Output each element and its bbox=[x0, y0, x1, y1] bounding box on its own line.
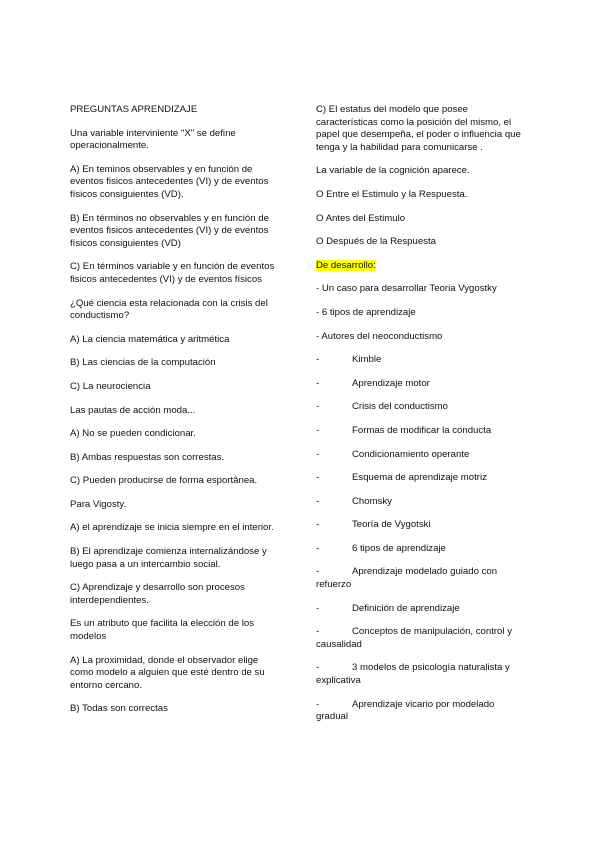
topic-item bbox=[316, 425, 528, 438]
section-heading bbox=[316, 260, 528, 273]
question-5: Es un atributo que facilita la elección de los modelos bbox=[70, 618, 254, 643]
topic-label: Aprendizaje motor bbox=[352, 377, 430, 389]
dash-marker: - bbox=[316, 495, 320, 507]
question-5-option-b: B) Todas son correctas bbox=[70, 703, 168, 715]
dash-marker: - bbox=[316, 401, 320, 413]
dev-item: - 6 tipos de aprendizaje bbox=[316, 306, 416, 318]
topic-label: Crisis del conductismo bbox=[352, 401, 448, 413]
question-5-option-a: A) La proximidad, donde el observador elige como modelo a alguien que esté dentro de su entorno cercano. bbox=[70, 654, 265, 691]
dash-marker: - bbox=[316, 448, 320, 460]
right-column bbox=[316, 104, 528, 735]
question-3-option-c: C) Pueden producirse de forma esportânea. bbox=[70, 475, 258, 487]
question-4: Para Vigosty. bbox=[70, 498, 127, 510]
topic-item bbox=[316, 472, 528, 485]
dash-marker: - bbox=[316, 602, 320, 614]
topic-item bbox=[316, 603, 528, 616]
topic-item bbox=[316, 699, 528, 724]
question-1-option-a: A) En teminos observables y en función de eventos fisicos antecedentes (VI) y de eventos físicos consiguientes (VD). bbox=[70, 163, 269, 200]
topic-label: Aprendizaje vicario por modelado gradual bbox=[316, 698, 495, 723]
question-4-option-b: B) El aprendizaje comienza internalizándose y luego pasa a un intercambio social. bbox=[70, 546, 267, 570]
question-4-option-a: A) el aprendizaje se inicia siempre en el interior. bbox=[70, 522, 274, 534]
question-4-option-c: C) Aprendizaje y desarrollo son procesos interdependientes. bbox=[70, 582, 245, 606]
topic-label: Definición de aprendizaje bbox=[352, 602, 460, 614]
topic-label: Condicionamiento operante bbox=[352, 448, 470, 460]
dash-marker: - bbox=[316, 519, 320, 531]
question-6-option-c: O Después de la Respuesta bbox=[316, 236, 436, 248]
topic-item bbox=[316, 496, 528, 509]
question-3-option-a: A) No se pueden condicionar. bbox=[70, 428, 196, 440]
topic-label: Formas de modificar la conducta bbox=[352, 424, 492, 436]
topic-item bbox=[316, 519, 528, 532]
topic-label: Kimble bbox=[352, 354, 382, 366]
dash-marker: - bbox=[316, 626, 320, 638]
dash-marker: - bbox=[316, 354, 320, 366]
question-2: ¿Qué ciencia esta relacionada con la crisis del conductismo? bbox=[70, 297, 268, 322]
topic-item bbox=[316, 449, 528, 462]
topic-label: Chomsky bbox=[352, 495, 392, 507]
question-3-option-b: B) Ambas respuestas son correstas. bbox=[70, 451, 225, 463]
dev-item: - Autores del neoconductismo bbox=[316, 330, 443, 342]
dash-marker: - bbox=[316, 662, 320, 674]
question-5-option-c: C) El estatus del modelo que posee características como la posición del mismo, el papel que desempeña, el poder o influencia que tenga y la habilidad para comunicarse . bbox=[316, 104, 521, 153]
dash-marker: - bbox=[316, 377, 320, 389]
topic-item bbox=[316, 626, 528, 651]
topic-label: 3 modelos de psicología naturalista y explicativa bbox=[316, 662, 510, 687]
topic-item bbox=[316, 401, 528, 414]
topic-label: Teoría de Vygotski bbox=[352, 519, 431, 531]
question-2-option-b: B) Las ciencias de la computación bbox=[70, 357, 216, 369]
topic-item bbox=[316, 543, 528, 556]
topic-label: Esquema de aprendizaje motriz bbox=[352, 472, 487, 484]
dash-marker: - bbox=[316, 472, 320, 484]
topic-item bbox=[316, 566, 528, 591]
question-2-option-a: A) La ciencia matemática y aritmética bbox=[70, 333, 230, 345]
dash-marker: - bbox=[316, 542, 320, 554]
dash-marker: - bbox=[316, 566, 320, 578]
question-6: La variable de la cognición aparece. bbox=[316, 165, 470, 177]
question-1: Una variable interviniente "X" se define operacionalmente. bbox=[70, 127, 236, 152]
question-1-option-b: B) En términos no observables y en función de eventos fisicos antecedentes (VI) y de eventos físicos consiguientes (VD) bbox=[70, 212, 269, 249]
topic-item bbox=[316, 378, 528, 391]
dash-marker: - bbox=[316, 424, 320, 436]
question-2-option-c: C) La neurociencia bbox=[70, 380, 151, 392]
question-6-option-b: O Antes del Estimulo bbox=[316, 212, 406, 224]
topic-item bbox=[316, 662, 528, 687]
left-column bbox=[70, 104, 284, 727]
topic-label: 6 tipos de aprendizaje bbox=[352, 542, 446, 554]
dev-item: - Un caso para desarrollar Teoria Vygostky bbox=[316, 283, 497, 295]
topic-item bbox=[316, 354, 528, 367]
question-1-option-c: C) En términos variable y en función de eventos fisicos antecedentes (VI) y de eventos físicos bbox=[70, 261, 275, 285]
document-title: PREGUNTAS APRENDIZAJE bbox=[70, 104, 198, 115]
question-3: Las pautas de acción moda... bbox=[70, 404, 196, 416]
topic-label: Aprendizaje modelado guiado con refuerzo bbox=[316, 566, 498, 591]
highlighted-heading: De desarrollo: bbox=[316, 259, 376, 271]
dash-marker: - bbox=[316, 698, 320, 710]
question-6-option-a: O Entre el Estimulo y la Respuesta. bbox=[316, 188, 468, 200]
topic-label: Conceptos de manipulación, control y causalidad bbox=[316, 626, 512, 650]
